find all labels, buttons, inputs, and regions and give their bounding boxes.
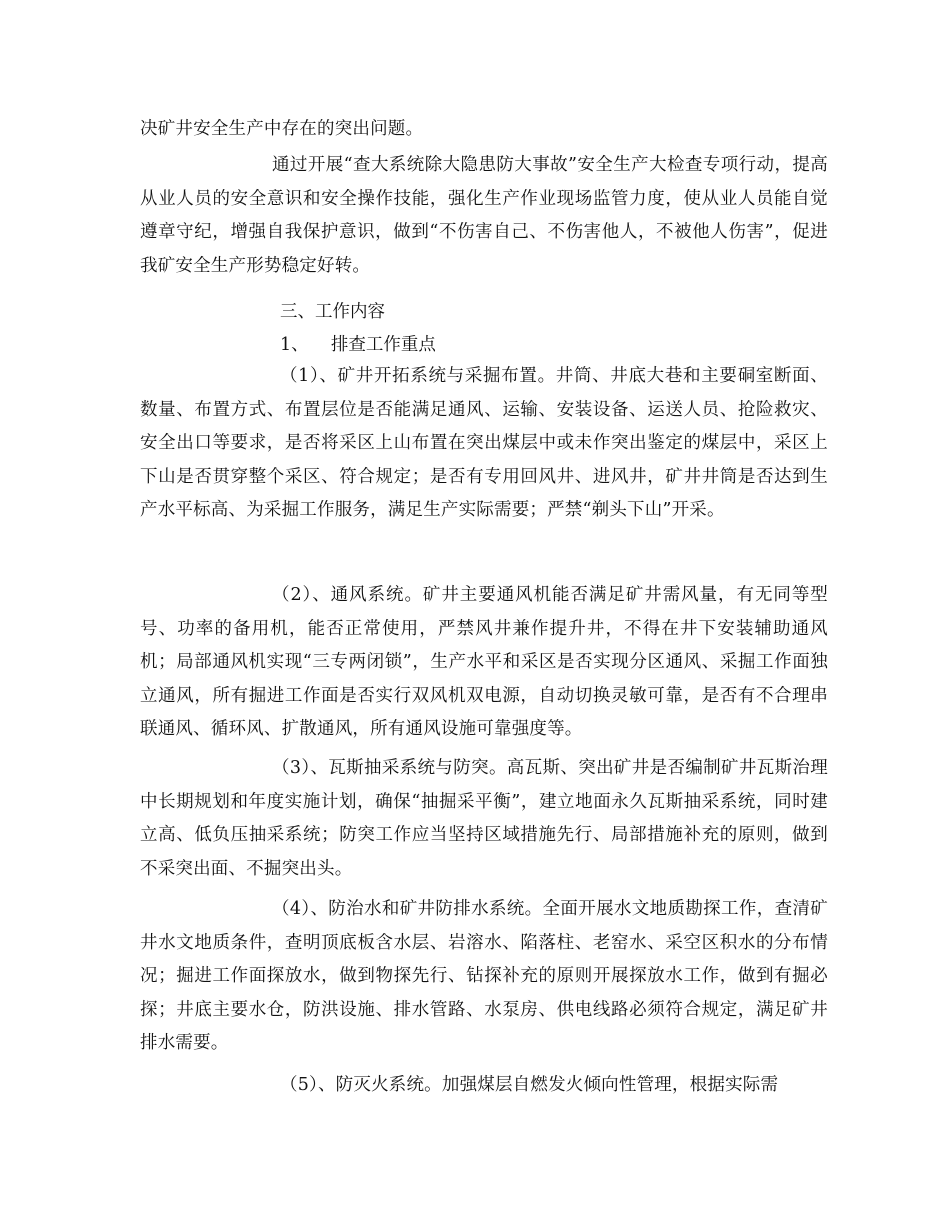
paragraph-continuation: 决矿井安全生产中存在的突出问题。	[140, 119, 424, 139]
paragraph-item-4-water-control: （4）、防治水和矿井防排水系统。全面开展水文地质勘探工作，查清矿井水文地质条件，查明顶底板含水层、岩溶水、陷落柱、老窑水、采空区积水的分布情况；掘进工作面探放水，做到物探先行、钻探补充的原则开展探放水工作，做到有掘必探；井底主要水仓，防洪设施、排水管路、水泵房、供电线路必须符合规定，满足矿井排水需要。	[140, 899, 828, 1053]
section-heading-work-content: 三、工作内容	[280, 302, 385, 322]
paragraph-item-3-gas-drainage: （3）、瓦斯抽采系统与防突。高瓦斯、突出矿井是否编制矿井瓦斯治理中长期规划和年度实施计划，确保“抽掘采平衡”，建立地面永久瓦斯抽采系统，同时建立高、低负压抽采系统；防突工作应当坚持区域措施先行、局部措施补充的原则，做到不采突出面、不掘突出头。	[140, 758, 828, 879]
paragraph-item-5-fire-prevention: （5）、防灭火系统。加强煤层自燃发火倾向性管理，根据实际需	[280, 1075, 779, 1095]
paragraph-objective: 通过开展“查大系统除大隐患防大事故”安全生产大检查专项行动，提高从业人员的安全意识和安全操作技能，强化生产作业现场监管力度，使从业人员能自觉遵章守纪，增强自我保护意识，做到“不伤害自己、不伤害他人，不被他人伤害”，促进我矿安全生产形势稳定好转。	[140, 155, 828, 276]
paragraph-item-1-mine-layout: （1）、矿井开拓系统与采掘布置。井筒、井底大巷和主要硐室断面、数量、布置方式、布置层位是否能满足通风、运输、安装设备、运送人员、抢险救灾、安全出口等要求，是否将采区上山布置在突出煤层中或未作突出鉴定的煤层中，采区上下山是否贯穿整个采区、符合规定；是否有专用回风井、进风井，矿井井筒是否达到生产水平标高、为采掘工作服务，满足生产实际需要；严禁“剃头下山”开采。	[140, 366, 828, 520]
paragraph-item-2-ventilation: （2）、通风系统。矿井主要通风机能否满足矿井需风量，有无同等型号、功率的备用机，能否正常使用，严禁风井兼作提升井，不得在井下安装辅助通风机；局部通风机实现“三专两闭锁”，生产水平和采区是否实现分区通风、采掘工作面独立通风，所有掘进工作面是否实行双风机双电源，自动切换灵敏可靠，是否有不合理串联通风、循环风、扩散通风，所有通风设施可靠强度等。	[140, 585, 828, 739]
subsection-heading-key-points: 1、 排查工作重点	[280, 335, 436, 355]
